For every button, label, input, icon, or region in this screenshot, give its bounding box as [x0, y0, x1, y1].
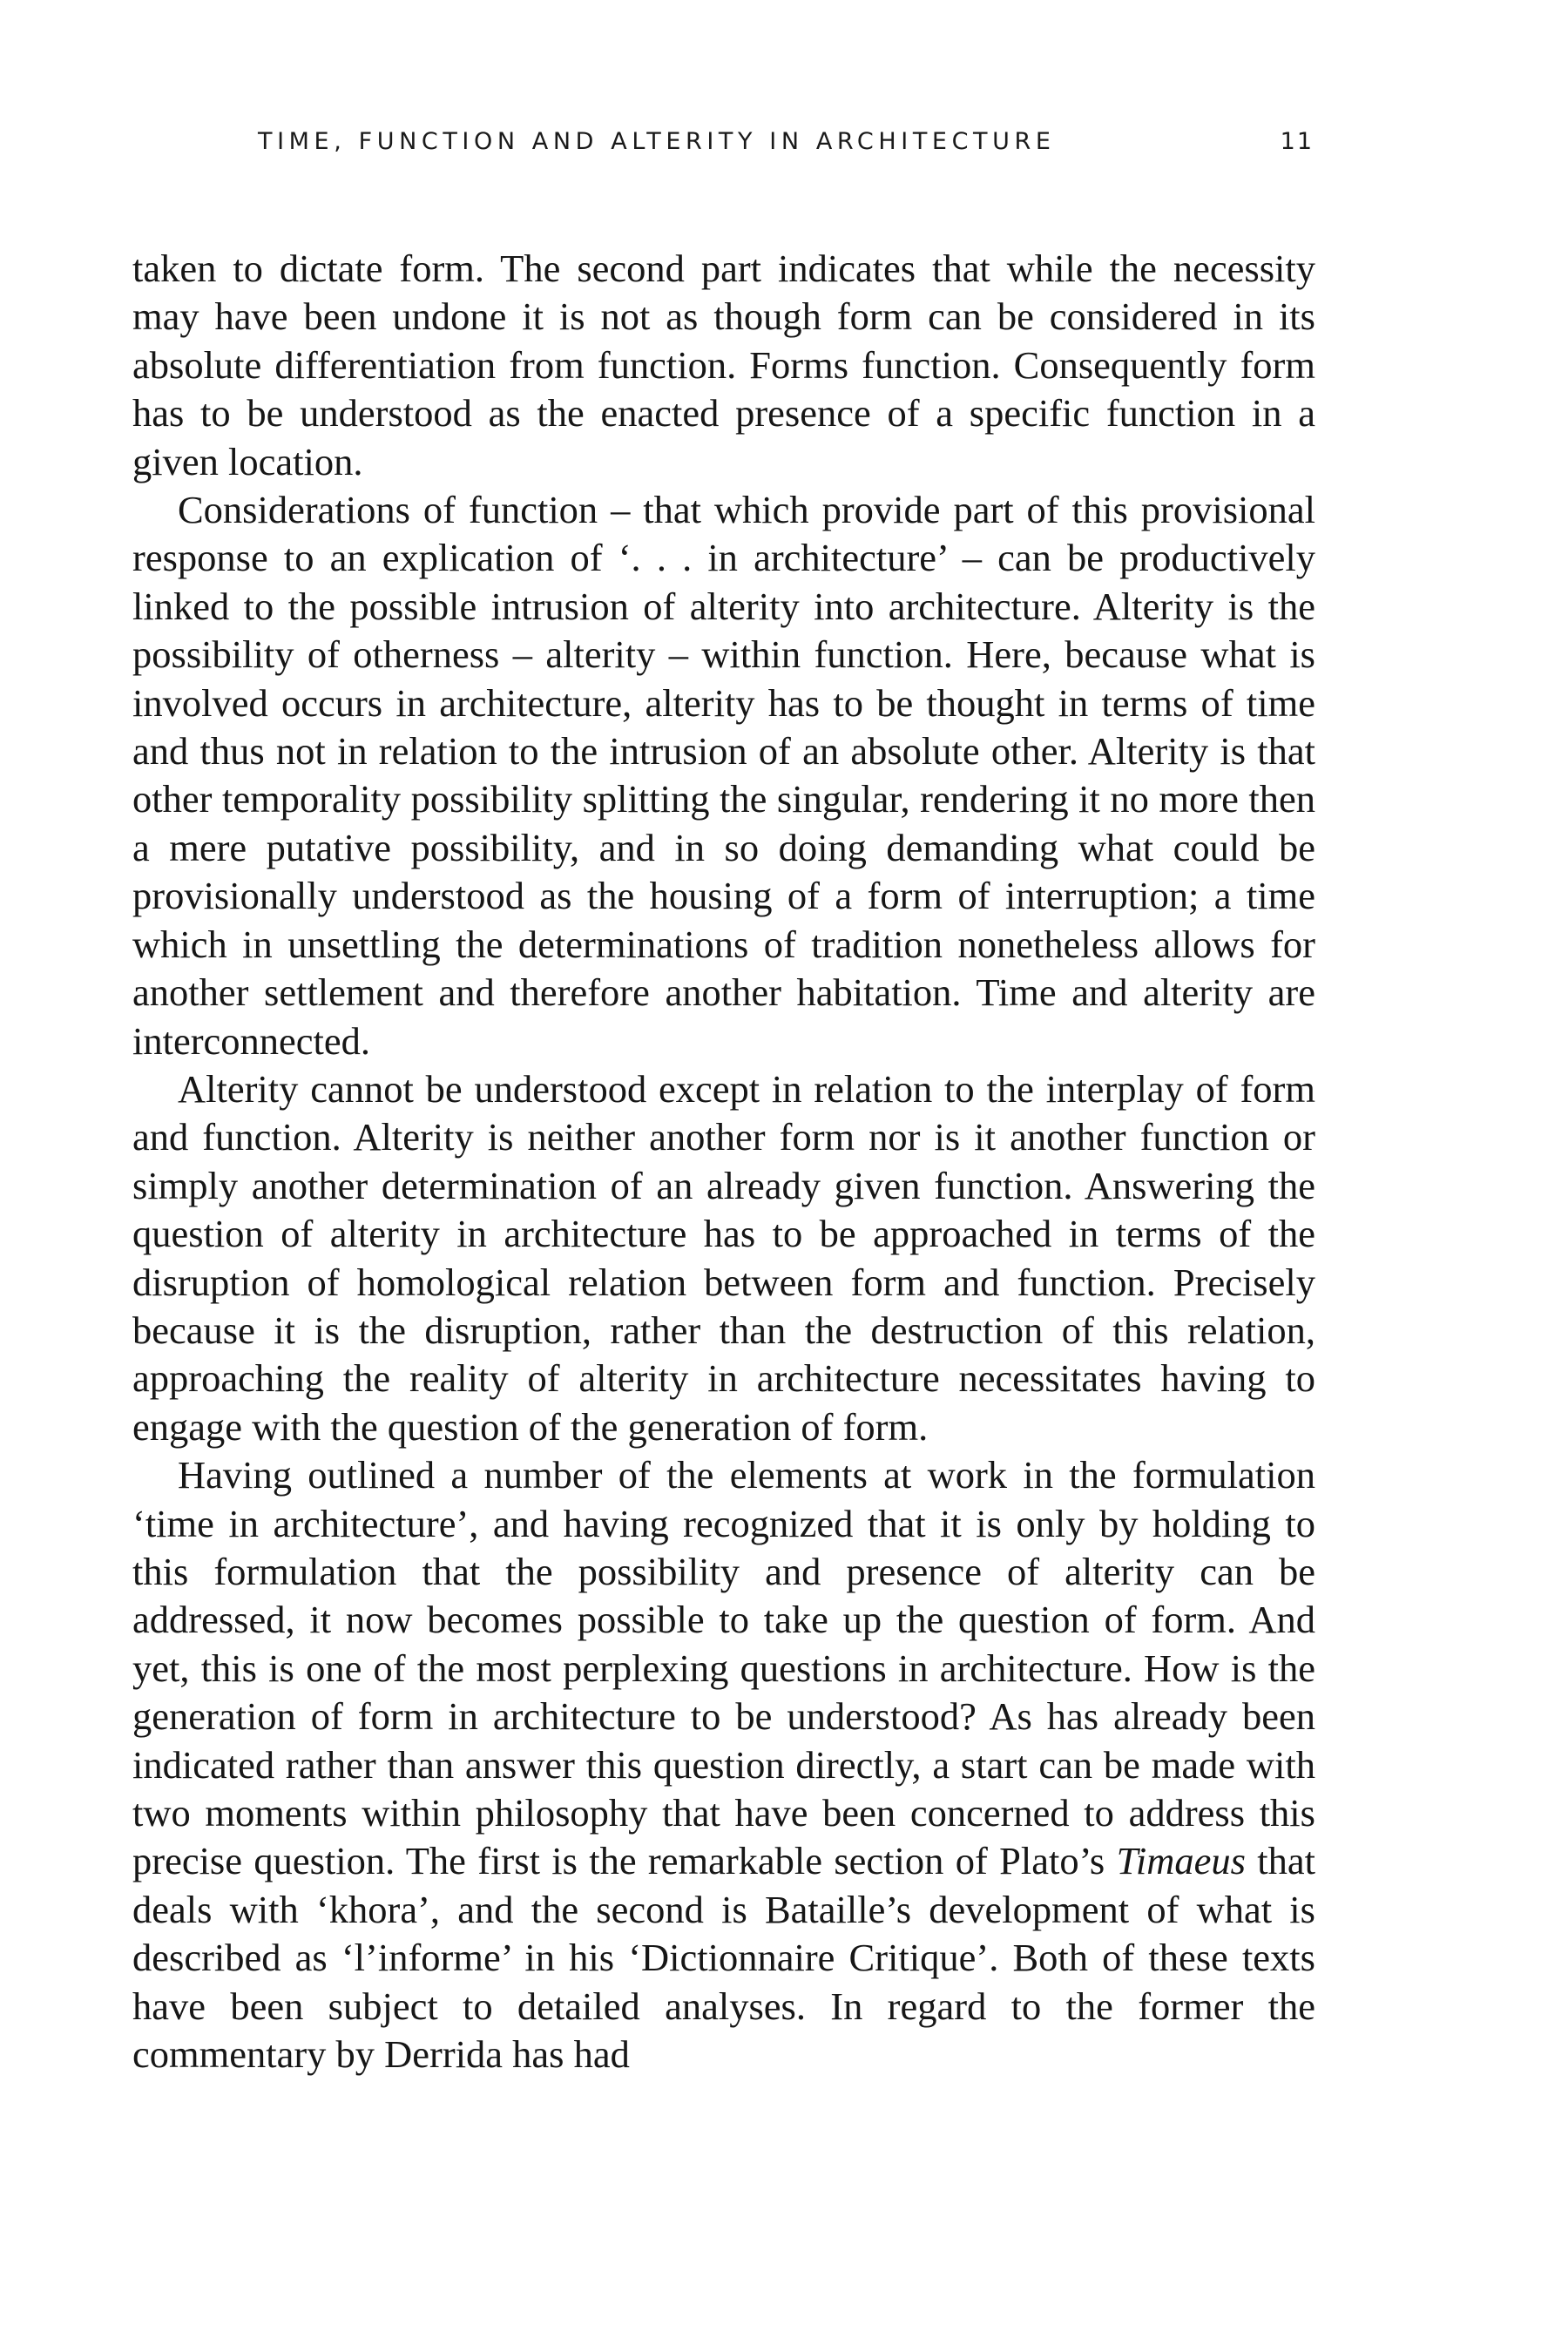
paragraph-4-text-end: that deals with ‘khora’, and the second is Bataille’s development of what is described as ‘l’informe’ in his ‘Dictionnaire Critique’. Both of these texts have been subject to detailed analyses. In regard to the former the commentary by Derrida has had [132, 1839, 1315, 2077]
page-number: 11 [1280, 128, 1314, 155]
running-title: TIME, FUNCTION AND ALTERITY IN ARCHITECTURE [258, 128, 1056, 155]
paragraph-3: Alterity cannot be understood except in relation to the interplay of form and function. Alterity is neither another form nor is it another function or simply another determination of an already given function. Answering the question of alterity in architecture has to be approached in terms of the disruption of homological relation between form and function. Precisely because it is the disruption, rather than the destruction of this relation, approaching the reality of alterity in architecture necessitates having to engage with the question of the generation of form. [132, 1066, 1315, 1449]
timaeus-title: Timaeus [1116, 1839, 1246, 1883]
paragraph-1: taken to dictate form. The second part indicates that while the necessity may have been undone it is not as though form can be considered in its absolute differentiation from function. Forms function. Consequently form has to be understood as the enacted presence of a specific function in a given location. [132, 247, 1315, 483]
paragraph-4-text-start: Having outlined a number of the elements at work in the formulation ‘time in architecture’, and having recognized that it is only by holding to this formulation that the possibility and presence of alterity can be addressed, it now becomes possible to take up the question of form. And yet, this is one of the most perplexing questions in architecture. How is the generation of form in architecture to be understood? As has already been indicated rather than answer this question directly, a start can be made with two moments within philosophy that have been concerned to address this precise question. The first is the remarkable section of Plato’s [132, 1453, 1315, 1883]
paragraph-2: Considerations of function – that which provide part of this provisional response to an explication of ‘. . . in architecture’ – can be productively linked to the possible intrusion of alterity into architecture. Alterity is the possibility of otherness – alterity – within function. Here, because what is involved occurs in architecture, alterity has to be thought in terms of time and thus not in relation to the intrusion of an absolute other. Alterity is that other temporality possibility splitting the singular, rendering it no more then a mere putative possibility, and in so doing demanding what could be provisionally understood as the housing of a form of interruption; a time which in unsettling the determinations of tradition nonetheless allows for another settlement and therefore another habitation. Time and alterity are interconnected. [132, 488, 1315, 1063]
running-head [258, 128, 1314, 163]
body-text [132, 245, 1315, 2078]
paragraph-4 [132, 1451, 1315, 2078]
